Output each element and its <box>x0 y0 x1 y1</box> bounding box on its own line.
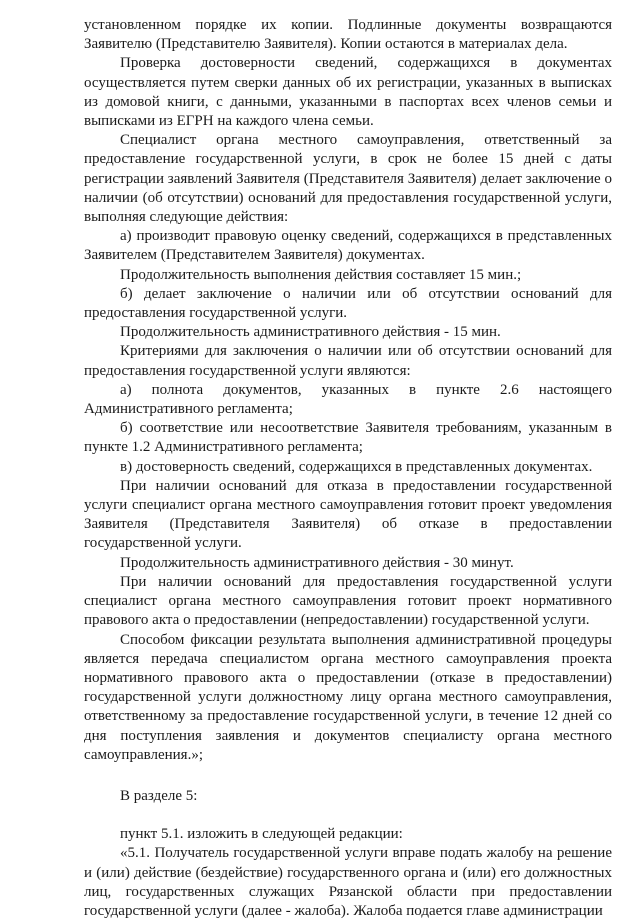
paragraph-continuation: установленном порядке их копии. Подлинные документы возвращаются Заявителю (Представителю Заявителя). Копии остаются в материалах дела. <box>84 17 612 53</box>
paragraph-criterion-a: а) полнота документов, указанных в пункте 2.6 настоящего Административного регламента; <box>84 381 612 418</box>
section-heading: В разделе 5: <box>120 787 198 804</box>
paragraph-criterion-b: б) соответствие или несоответствие Заявителя требованиям, указанным в пункте 1.2 Административного регламента; <box>84 420 612 456</box>
paragraph-fixation: Способом фиксации результата выполнения административной процедуры является передача специалистом органа местного самоуправления проекта нормативного правового акта о предоставлении (отказе в предоставлении) государственной услуги должностному лицу органа местного самоуправления, ответственному за предоставление государственной услуги, в течение 12 дней со дня поступления заявления и документов специалисту органа местного самоуправления.»; <box>84 631 612 763</box>
spacer <box>84 765 612 787</box>
item-line: пункт 5.1. изложить в следующей редакции: <box>120 826 403 843</box>
paragraph-duration-1: Продолжительность выполнения действия составляет 15 мин.; <box>120 266 522 283</box>
paragraph-duration-3: Продолжительность административного действия - 30 минут. <box>120 554 514 571</box>
paragraph-provision: При наличии оснований для предоставления государственной услуги специалист органа местного самоуправления готовит проект нормативного правового акта о предоставлении (непредоставлении) государственной услуги. <box>84 573 612 629</box>
spacer <box>84 806 612 825</box>
paragraph-action-a: а) производит правовую оценку сведений, содержащихся в представленных Заявителем (Представителем Заявителя) документах. <box>84 228 612 264</box>
paragraph-criterion-c: в) достоверность сведений, содержащихся в представленных документах. <box>120 458 593 475</box>
paragraph-action-b: б) делает заключение о наличии или об отсутствии оснований для предоставления государственной услуги. <box>84 285 612 322</box>
paragraph-5-1: «5.1. Получатель государственной услуги вправе подать жалобу на решение и (или) действие (бездействие) государственного органа и (или) его должностных лиц, государственных служащих Рязанской области при предоставлении государственной услуги (далее - жалоба). Жалоба подается главе администрации <box>84 845 612 919</box>
paragraph-verification: Проверка достоверности сведений, содержащихся в документах осуществляется путем сверки данных об их регистрации, указанных в выписках из домовой книги, с данными, указанными в паспортах всех членов семьи и выписками из ЕГРН на каждого члена семьи. <box>84 55 612 130</box>
paragraph-specialist: Специалист органа местного самоуправления, ответственный за предоставление государственной услуги, в срок не более 15 дней с даты регистрации заявлений Заявителя (Представителя Заявителя) делает заключение о наличии (об отсутствии) оснований для предоставления государственной услуги, выполняя следующие действия: <box>84 132 612 226</box>
paragraph-criteria: Критериями для заключения о наличии или об отсутствии оснований для предоставления государственной услуги являются: <box>84 343 612 379</box>
paragraph-refusal: При наличии оснований для отказа в предоставлении государственной услуги специалист органа местного самоуправления готовит проект уведомления Заявителя (Представителя Заявителя) об отказе в предоставлении государственной услуги. <box>84 477 612 552</box>
document-page <box>84 16 612 921</box>
paragraph-duration-2: Продолжительность административного действия - 15 мин. <box>120 324 501 341</box>
